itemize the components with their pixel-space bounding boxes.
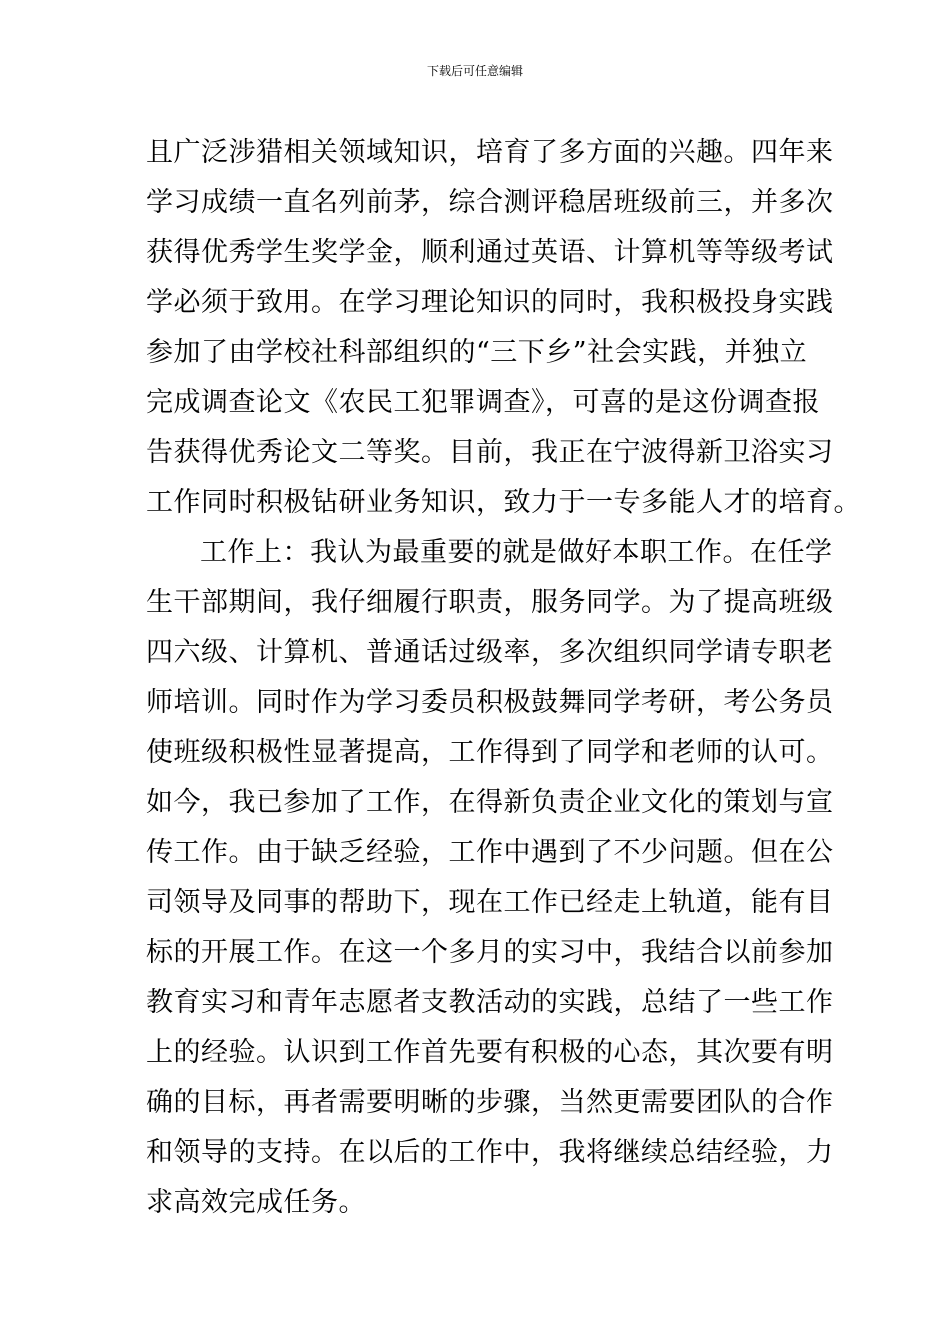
paragraph-start-line: 工作上：我认为最重要的就是做好本职工作。在任学: [200, 537, 833, 568]
text-line: 告获得优秀论文二等奖。目前，我正在宁波得新卫浴实习: [146, 437, 834, 468]
text-line: 四六级、计算机、普通话过级率，多次组织同学请专职老: [146, 637, 834, 668]
text-line: 工作同时积极钻研业务知识，致力于一专多能人才的培育。: [146, 487, 861, 518]
text-line: 教育实习和青年志愿者支教活动的实践，总结了一些工作: [146, 987, 834, 1018]
text-line: 参加了由学校社科部组织的“三下乡”社会实践，并独立: [146, 337, 808, 368]
text-line: 师培训。同时作为学习委员积极鼓舞同学考研，考公务员: [146, 687, 834, 718]
text-line: 获得优秀学生奖学金，顺利通过英语、计算机等等级考试: [146, 237, 834, 268]
text-line: 学必须于致用。在学习理论知识的同时，我积极投身实践: [146, 287, 834, 318]
text-line: 且广泛涉猎相关领域知识，培育了多方面的兴趣。四年来: [146, 137, 834, 168]
text-line: 使班级积极性显著提高，工作得到了同学和老师的认可。: [146, 737, 834, 768]
text-line: 学习成绩一直名列前茅，综合测评稳居班级前三，并多次: [146, 187, 834, 218]
text-line: 司领导及同事的帮助下，现在工作已经走上轨道，能有目: [146, 887, 834, 918]
text-line: 求高效完成任务。: [146, 1187, 366, 1218]
text-line: 传工作。由于缺乏经验，工作中遇到了不少问题。但在公: [146, 837, 834, 868]
text-line: 上的经验。认识到工作首先要有积极的心态，其次要有明: [146, 1037, 834, 1068]
text-line: 确的目标，再者需要明晰的步骤，当然更需要团队的合作: [146, 1087, 834, 1118]
text-line: 标的开展工作。在这一个多月的实习中，我结合以前参加: [146, 937, 834, 968]
text-line: 完成调查论文《农民工犯罪调查》，可喜的是这份调查报: [146, 387, 820, 418]
text-line: 生干部期间，我仔细履行职责，服务同学。为了提高班级: [146, 587, 834, 618]
text-line: 和领导的支持。在以后的工作中，我将继续总结经验，力: [146, 1137, 834, 1168]
header-note: 下载后可任意编辑: [426, 64, 523, 78]
text-line: 如今，我已参加了工作，在得新负责企业文化的策划与宣: [146, 787, 834, 818]
body-text: [146, 128, 861, 1228]
